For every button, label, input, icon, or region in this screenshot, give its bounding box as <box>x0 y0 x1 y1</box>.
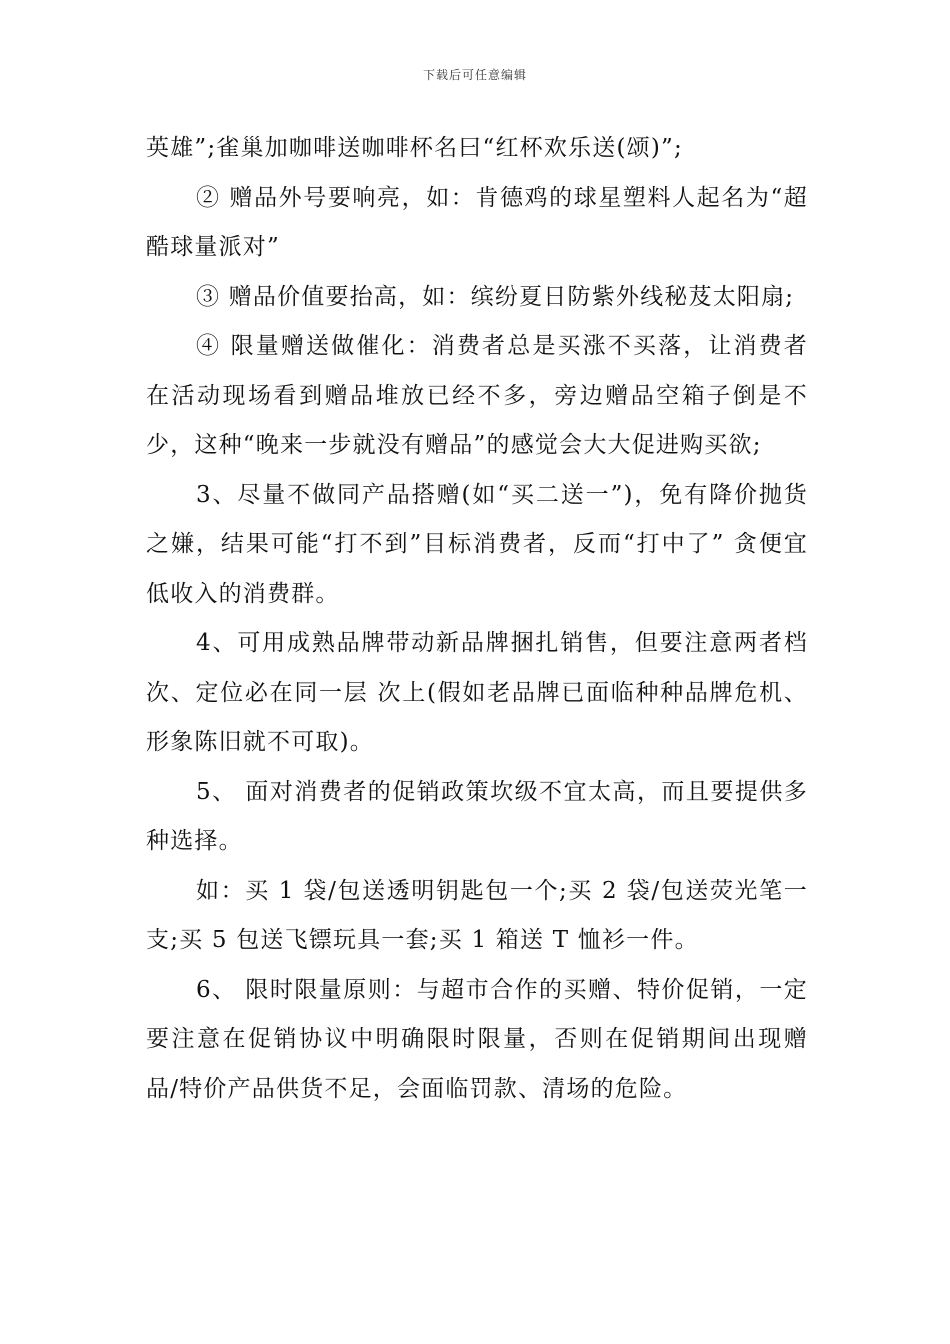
paragraph-1: 英雄”;雀巢加咖啡送咖啡杯名曰“红杯欢乐送(颂)”; <box>146 135 683 161</box>
paragraph-8: 如：买 1 袋/包送透明钥匙包一个;买 2 袋/包送荧光笔一支;买 5 包送飞镖玩具一套;买 1 箱送 T 恤衫一件。 <box>146 877 808 953</box>
paragraph-6: 4、可用成熟品牌带动新品牌捆扎销售，但要注意两者档次、定位必在同一层 次上(假如老品牌已面临种种品牌危机、形象陈旧就不可取)。 <box>146 630 808 755</box>
paragraph-4: ④ 限量赠送做催化：消费者总是买涨不买落，让消费者在活动现场看到赠品堆放已经不多，旁边赠品空箱子倒是不少，这种“晚来一步就没有赠品”的感觉会大大促进购买欲; <box>146 333 808 458</box>
paragraph-9: 6、 限时限量原则：与超市合作的买赠、特价促销，一定要注意在促销协议中明确限时限量，否则在促销期间出现赠品/特价产品供货不足，会面临罚款、清场的危险。 <box>146 976 808 1102</box>
paragraph-7: 5、 面对消费者的促销政策坎级不宜太高，而且要提供多种选择。 <box>146 778 808 854</box>
page-header: 下载后可任意编辑 <box>422 68 527 82</box>
document-body <box>146 124 808 1114</box>
paragraph-2: ② 赠品外号要响亮，如：肯德鸡的球星塑料人起名为“超酷球量派对” <box>146 184 808 260</box>
paragraph-5: 3、尽量不做同产品搭赠(如“买二送一”)，免有降价抛货之嫌，结果可能“打不到”目标消费者，反而“打中了” 贪便宜低收入的消费群。 <box>146 481 808 607</box>
paragraph-3: ③ 赠品价值要抬高，如：缤纷夏日防紫外线秘芨太阳扇; <box>196 283 795 310</box>
